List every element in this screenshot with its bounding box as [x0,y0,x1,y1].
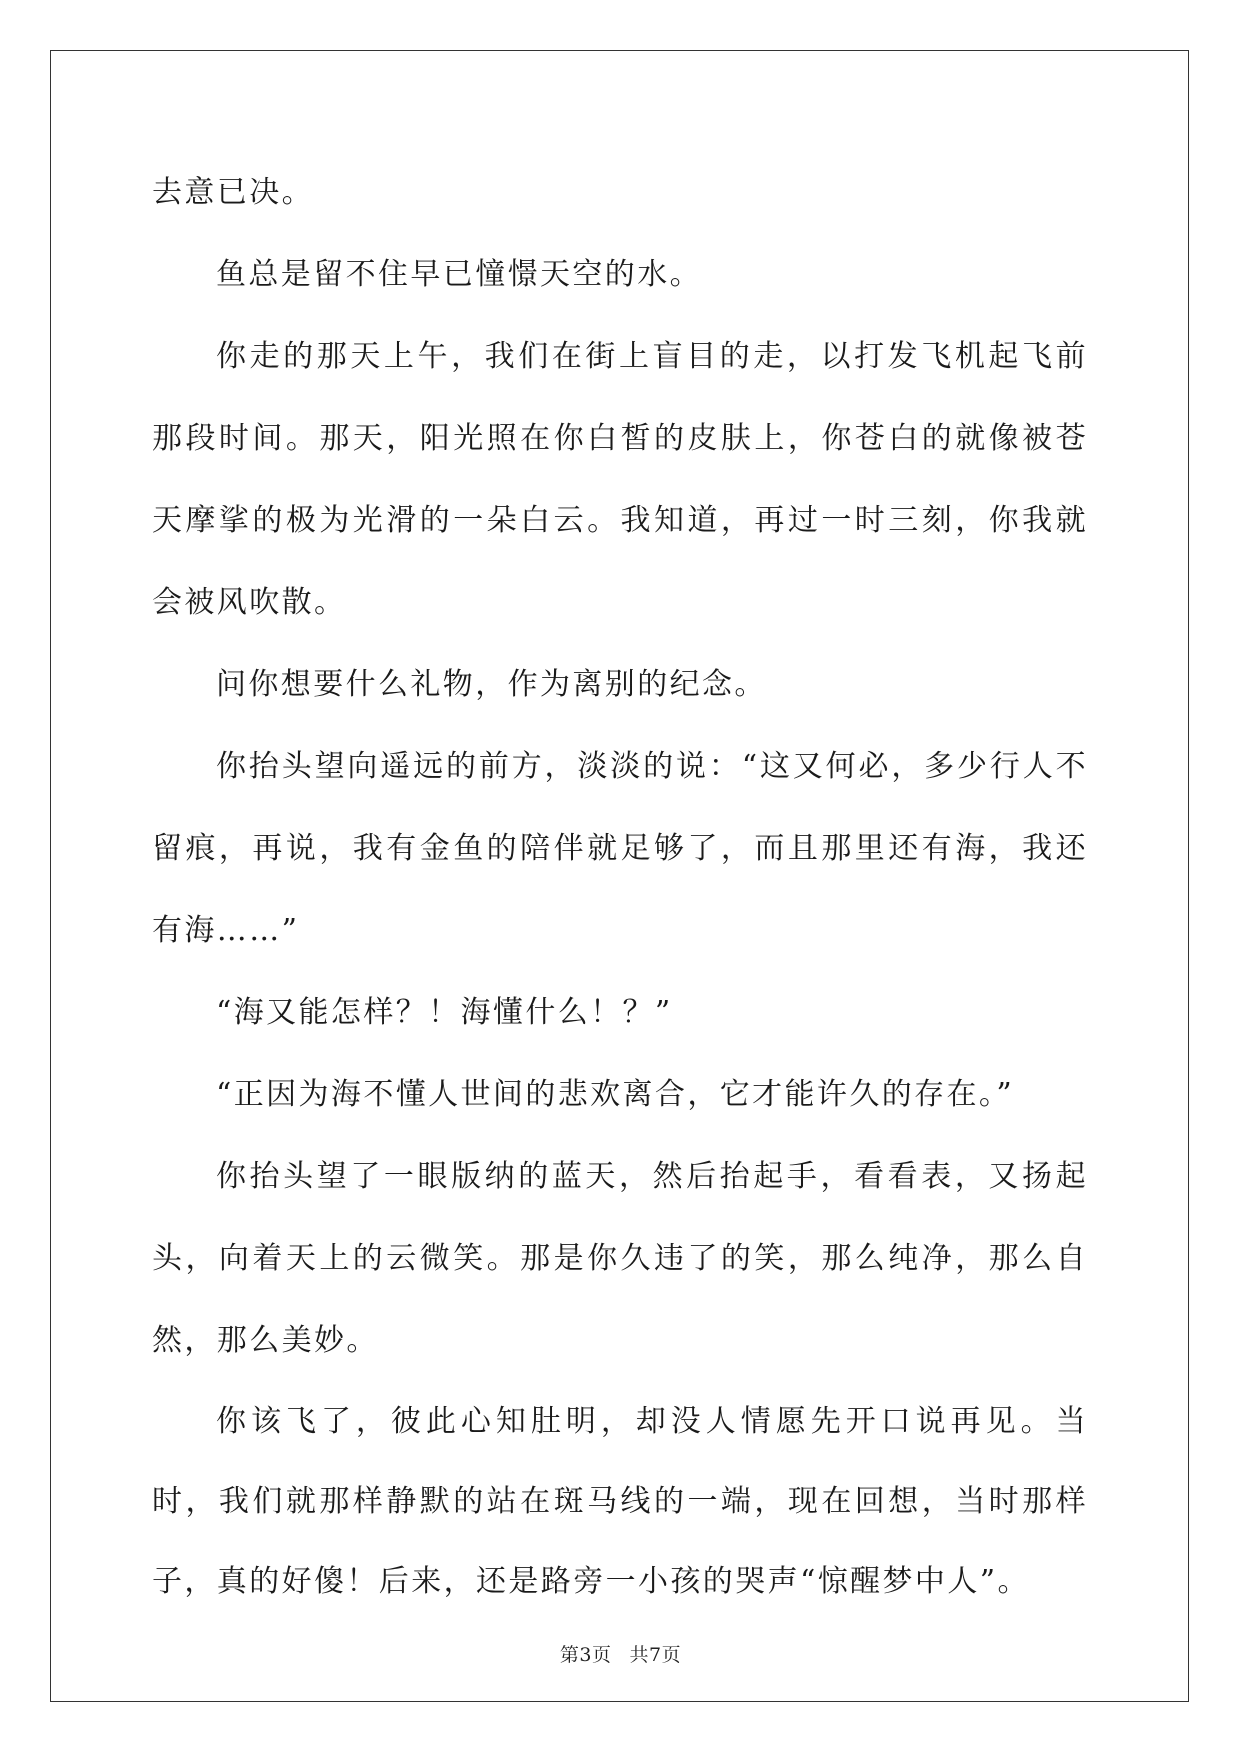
total-page-count: 共7页 [629,1644,682,1666]
paragraph: “正因为海不懂人世间的悲欢离合，它才能许久的存在。” [216,1077,1015,1112]
paragraph: 去意已决。 [152,175,314,210]
document-body [152,152,1088,1622]
paragraph: 你抬头望了一眼版纳的蓝天，然后抬起手，看看表，又扬起头，向着天上的云微笑。那是你久违了的笑，那么纯净，那么自然，那么美妙。 [152,1159,1088,1358]
page-footer [0,1640,1241,1667]
current-page-number: 第3页 [559,1644,612,1666]
paragraph: 你走的那天上午，我们在街上盲目的走，以打发飞机起飞前那段时间。那天，阳光照在你白皙的皮肤上，你苍白的就像被苍天摩挲的极为光滑的一朵白云。我知道，再过一时三刻，你我就会被风吹散。 [152,339,1088,620]
paragraph: 问你想要什么礼物，作为离别的纪念。 [216,667,767,702]
paragraph: 你该飞了，彼此心知肚明，却没人情愿先开口说再见。当时，我们就那样静默的站在斑马线的一端，现在回想，当时那样子，真的好傻！后来，还是路旁一小孩的哭声“惊醒梦中人”。 [152,1404,1088,1599]
paragraph: “海又能怎样？！海懂什么！？” [216,995,673,1030]
paragraph: 鱼总是留不住早已憧憬天空的水。 [216,257,702,292]
paragraph: 你抬头望向遥远的前方，淡淡的说：“这又何必，多少行人不留痕，再说，我有金鱼的陪伴就足够了，而且那里还有海，我还有海……” [152,749,1088,948]
